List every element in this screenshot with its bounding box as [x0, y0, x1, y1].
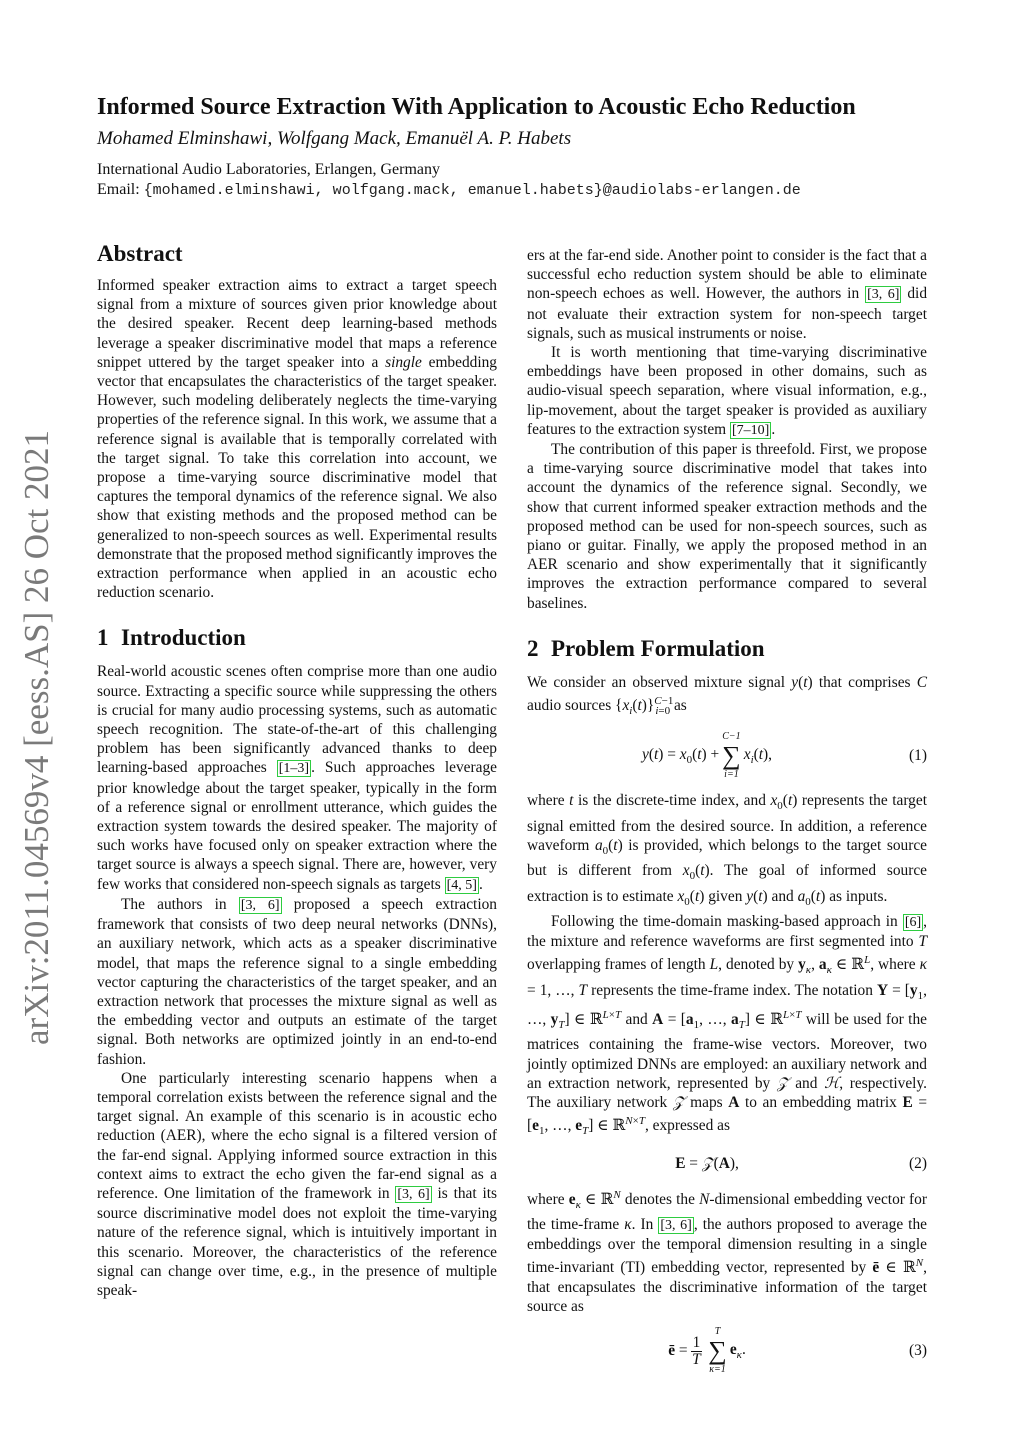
citation-link[interactable]: [3, 6]: [397, 1186, 430, 1202]
intro-paragraph-3: One particularly interesting scenario happens when a temporal correlation exists between the reference signal and the target signal. An example of this scenario is in acoustic echo reduction (AER), where the echo signal is a filtered version of the far-end signal. Applying informed source extraction in this context aims to extract the echo given the far-end signal as a reference. One limitation of the framework in [3, 6] is that its source discriminative model does not exploit the time-varying nature of the reference signal, which is intuitively important in this scenario. Moreover, the characteristics of the reference signal can change over time, e.g., in the presence of multiple speak-: [97, 1069, 497, 1299]
equation-2: [527, 1142, 927, 1186]
equation-1-body: $y(t) = x_0(t)$ + C−1 ∑ i=1 $x_i(t)$,: [641, 731, 773, 781]
equation-1: [527, 721, 927, 791]
citation-link[interactable]: [1–3]: [278, 761, 310, 777]
problem-paragraph-4: where $e_\kappa$ ∈ ℝ$^N$ denotes the N-dimensional embedding vector for the time-frame κ. In [3, 6] , the authors proposed to average the embeddings over the temporal dimension resulting in a single time-invariant (TI) embedding vector, represented by ē ∈ ℝ$^N$, that encapsulates the discriminative information of the target source as: [527, 1188, 928, 1315]
citation-link[interactable]: [3, 6]: [240, 897, 280, 913]
equation-3-number: (3): [909, 1342, 927, 1360]
problem-paragraph-3: Following the time-domain masking-based approach in [6] , the mixture and reference waveforms are first segmented into T overlapping frames of length L, denoted by $y_\kappa$, $a_\kappa$ ∈ ℝ$^L$, where κ = 1, …, T represents the time-frame index. The notation $Y = [y_1$, …, $y_T$] ∈ ℝ$^{L\times T}$ and $A = [a_1$, …, $a_T$] ∈ ℝ$^{L\times T}$ will be used for the matrices containing the frame-wise vectors. Moreover, two jointly optimized DNNs are employed: an auxiliary network and an extraction network, represented by 𝒵 and ℋ, respectively. The auxiliary network 𝒵 maps A to an embedding matrix $E = [e_1$, …, $e_T$] ∈ ℝ$^{N\times T}$, expressed as: [527, 912, 927, 1138]
equation-3-body: ē = $\frac{1}{T}$ T ∑ κ=1 $e_\kappa$.: [668, 1326, 746, 1376]
emphasis-single: single: [385, 353, 422, 371]
intro-paragraph-4: ers at the far-end side. Another point to consider is the fact that a successful echo reduction system should be able to eliminate non-speech echoes as well. However, the authors in [3, 6] did not evaluate their extraction system for non-speech target signals, such as musical instruments or noise.: [527, 247, 928, 342]
abstract-paragraph: Informed speaker extraction aims to extract a target speech signal from a mixture of sources given prior knowledge about the desired speaker. Recent deep learning-based methods leverage a speaker discriminative model that maps a reference snippet uttered by the target speaker into a single embedding vector that encapsulates the characteristics of the target speaker. However, such modeling deliberately neglects the time-varying properties of the reference signal. In this work, we assume that a reference signal is available that is temporally correlated with the target signal. To take this correlation into account, we propose a time-varying source discriminative model that captures the temporal dynamics of the reference signal. We also show that existing methods and the proposed method can be generalized to non-speech sources as well. Experimental results demonstrate that the proposed method significantly improves the extraction performance when applied in an acoustic echo reduction scenario.: [97, 277, 497, 602]
intro-paragraph-2: The authors in [3, 6] proposed a speech extraction framework that consists of two deep neural networks (DNNs), an auxiliary network, which acts as a speaker discriminative model, that maps the reference signal to a single embedding vector capturing the characteristics of the target speaker, and an extraction network that processes the mixture signal as well as the embedding vector and outputs an estimate of the target signal. Both networks are optimized jointly in an end-to-end fashion.: [97, 895, 497, 1068]
problem-paragraph-2: where t is the discrete-time index, and $x_0(t)$ represents the target signal emitted from the desired source. In addition, a reference waveform $a_0(t)$ is provided, which belongs to the target source but is different from $x_0(t)$. The goal of informed source extraction is to estimate $x_0(t)$ given y(t) and $a_0(t)$ as inputs.: [527, 792, 927, 908]
intro-paragraph-5: It is worth mentioning that time-varying discriminative embeddings have been proposed in other domains, such as audio-visual speech separation, where visual information, e.g., lip-movement, about the target speaker is provided as auxiliary features to the extraction system [7–10] .: [527, 344, 927, 438]
citation-link[interactable]: [3, 6]: [660, 1217, 692, 1233]
email-line: [97, 180, 801, 201]
email-label: Email:: [97, 181, 144, 198]
affiliation: International Audio Laboratories, Erlangen, Germany: [97, 161, 440, 178]
problem-paragraph-1: We consider an observed mixture signal y(t) that comprises C audio sources $\{x_i(t)\}^{C-1}_{i=0}$ as: [527, 673, 927, 718]
author-list: Mohamed Elminshawi, Wolfgang Mack, Emanuël A. P. Habets: [97, 128, 572, 149]
section-2-heading: 2 Problem Formulation: [527, 635, 765, 661]
abstract-heading: Abstract: [97, 241, 183, 266]
citation-link[interactable]: [7–10]: [732, 422, 770, 438]
email-address[interactable]: {mohamed.elminshawi, wolfgang.mack, emanuel.habets}@audiolabs-erlangen.de: [143, 182, 801, 199]
section-1-heading: 1 Introduction: [97, 625, 246, 651]
intro-paragraph-6: The contribution of this paper is threefold. First, we propose a time-varying source discriminative model that takes into account the dynamics of the reference signal. Secondly, we show that current informed speaker extraction methods and the proposed method can be used for non-speech sources, such as piano or guitar. Finally, we apply the proposed method in an AER scenario and show experimentally that it significantly improves the extraction performance compared to several baselines.: [527, 441, 927, 612]
equation-2-number: (2): [909, 1154, 927, 1172]
equation-1-number: (1): [909, 747, 927, 765]
citation-link[interactable]: [4, 5]: [446, 877, 477, 893]
left-column: [97, 240, 497, 1300]
arxiv-sidebar-stamp: arXiv:2011.04569v4 [eess.AS] 26 Oct 2021: [17, 429, 56, 1045]
equation-3: [527, 1316, 927, 1386]
right-column: [527, 246, 927, 1386]
citation-link[interactable]: [3, 6]: [867, 287, 900, 303]
citation-link[interactable]: [6]: [904, 914, 922, 930]
paper-title: Informed Source Extraction With Application to Acoustic Echo Reduction: [97, 94, 856, 120]
intro-paragraph-1: Real-world acoustic scenes often comprise more than one audio source. Extracting a specific source while suppressing the others is crucial for many audio processing systems, such as automatic speech recognition. The state-of-the-art of this challenging problem has been significantly advanced thanks to deep learning-based approaches [1–3] . Such approaches leverage prior knowledge about the target speaker, typically in the form of a reference signal or enrollment utterance, which guides the extraction system towards the desired speaker. The majority of such works have focused only on speaker extraction where the target source is always a speech signal. There are, however, very few works that considered non-speech signals as targets [4, 5] .: [97, 663, 497, 893]
equation-2-body: E = 𝒵(A),: [675, 1154, 739, 1172]
